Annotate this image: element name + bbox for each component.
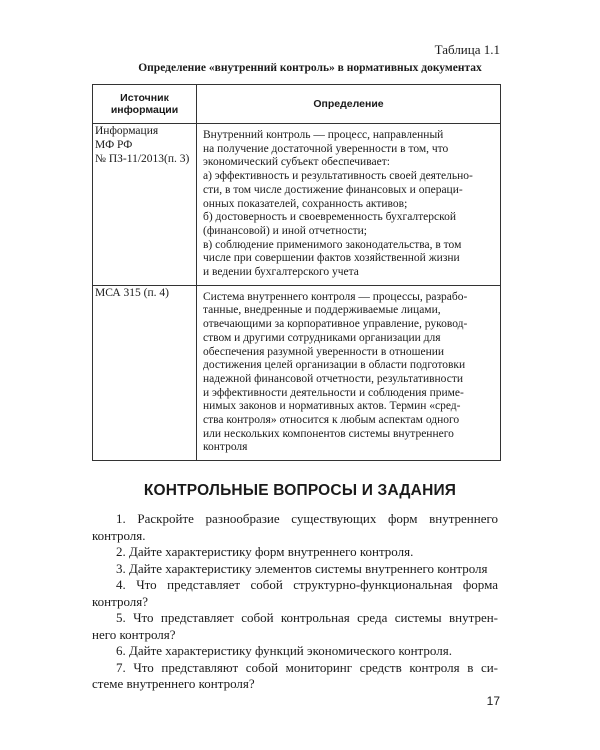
- definition-line: на получение достаточной уверенности в том, что: [203, 142, 449, 155]
- source-cell: Информация МФ РФ № ПЗ-11/2013(п. 3): [93, 124, 197, 286]
- definition-line: отвечающими за корпоративное управление, руковод-: [203, 318, 468, 331]
- definition-line: надежной финансовой отчетности, результативности: [203, 372, 464, 385]
- question-line: 1. Раскройте разнообразие существующих форм внутреннего: [116, 511, 498, 526]
- definition-line: а) эффективность и результативность своей деятельно-: [203, 170, 473, 183]
- question-item: [92, 643, 498, 660]
- definition-line: контроля: [203, 441, 248, 454]
- section-title: КОНТРОЛЬНЫЕ ВОПРОСЫ И ЗАДАНИЯ: [143, 482, 457, 499]
- definition-line: Внутренний контроль — процесс, направленный: [203, 129, 444, 141]
- question-item: [92, 610, 498, 643]
- question-line: 7. Что представляют собой мониторинг средств контроля в си-: [116, 659, 498, 675]
- header-source: Источник информации: [93, 85, 197, 124]
- definition-line: и эффективности деятельности и соблюдения приме-: [203, 386, 464, 399]
- definition-table: [92, 84, 501, 461]
- definition-line: ством и другими сотрудниками организации для: [203, 331, 441, 344]
- definition-line: нимых законов и нормативных актов. Термин «сред-: [203, 400, 461, 413]
- table-caption: Определение «внутренний контроль» в нормативных документах: [138, 62, 482, 74]
- definition-line: и ведении бухгалтерского учета: [203, 266, 359, 279]
- question-item: [92, 511, 498, 544]
- definition-cell: [197, 285, 501, 460]
- question-item: [92, 544, 498, 561]
- question-line: 5. Что представляет собой контрольная среда системы внутрен-: [116, 610, 498, 625]
- question-item: [92, 577, 498, 610]
- table-header-row: [93, 85, 501, 124]
- definition-line: экономический субъект обеспечивает:: [203, 156, 390, 169]
- source-cell: МСА 315 (п. 4): [93, 285, 197, 460]
- page-number: 17: [486, 694, 500, 708]
- definition-line: сти, в том числе достижение финансовых и операци-: [203, 183, 463, 196]
- table-number: Таблица 1.1: [434, 42, 500, 57]
- definition-line: в) соблюдение применимого законодательства, в том: [203, 238, 462, 251]
- questions-list: [92, 511, 498, 693]
- question-line: него контроля?: [92, 626, 176, 642]
- table-row: [93, 124, 501, 286]
- question-line: 2. Дайте характеристику форм внутреннего контроля.: [116, 544, 414, 559]
- definition-line: или нескольких компонентов системы внутреннего: [203, 427, 454, 440]
- definition-line: обеспечения разумной уверенности в отношении: [203, 345, 445, 358]
- header-definition: Определение: [197, 85, 501, 124]
- definition-line: онных показателей, сохранность активов;: [203, 197, 408, 210]
- definition-line: (финансовой) и иной отчетности;: [203, 224, 367, 237]
- definition-line: числе при совершении фактов хозяйственной жизни: [203, 252, 460, 265]
- definition-line: Система внутреннего контроля — процессы, разрабо-: [203, 290, 468, 303]
- question-line: стеме внутреннего контроля?: [92, 676, 255, 691]
- question-item: [92, 561, 498, 578]
- definition-cell: [197, 124, 501, 286]
- question-line: контроля.: [92, 527, 146, 543]
- definition-line: ства контроля» относится к любым аспектам одного: [203, 414, 460, 427]
- question-line: 6. Дайте характеристику функций экономического контроля.: [116, 643, 452, 658]
- definition-line: б) достоверность и своевременность бухгалтерской: [203, 211, 457, 224]
- question-item: [92, 660, 498, 693]
- question-line: контроля?: [92, 593, 149, 609]
- question-line: 4. Что представляет собой структурно-функциональная форма: [116, 577, 498, 592]
- definition-line: достижения целей организации в области подготовки: [203, 359, 466, 372]
- question-line: 3. Дайте характеристику элементов системы внутреннего контроля: [116, 560, 488, 576]
- definition-line: танные, внедренные и поддерживаемые лицами,: [203, 304, 441, 317]
- table-row: [93, 285, 501, 460]
